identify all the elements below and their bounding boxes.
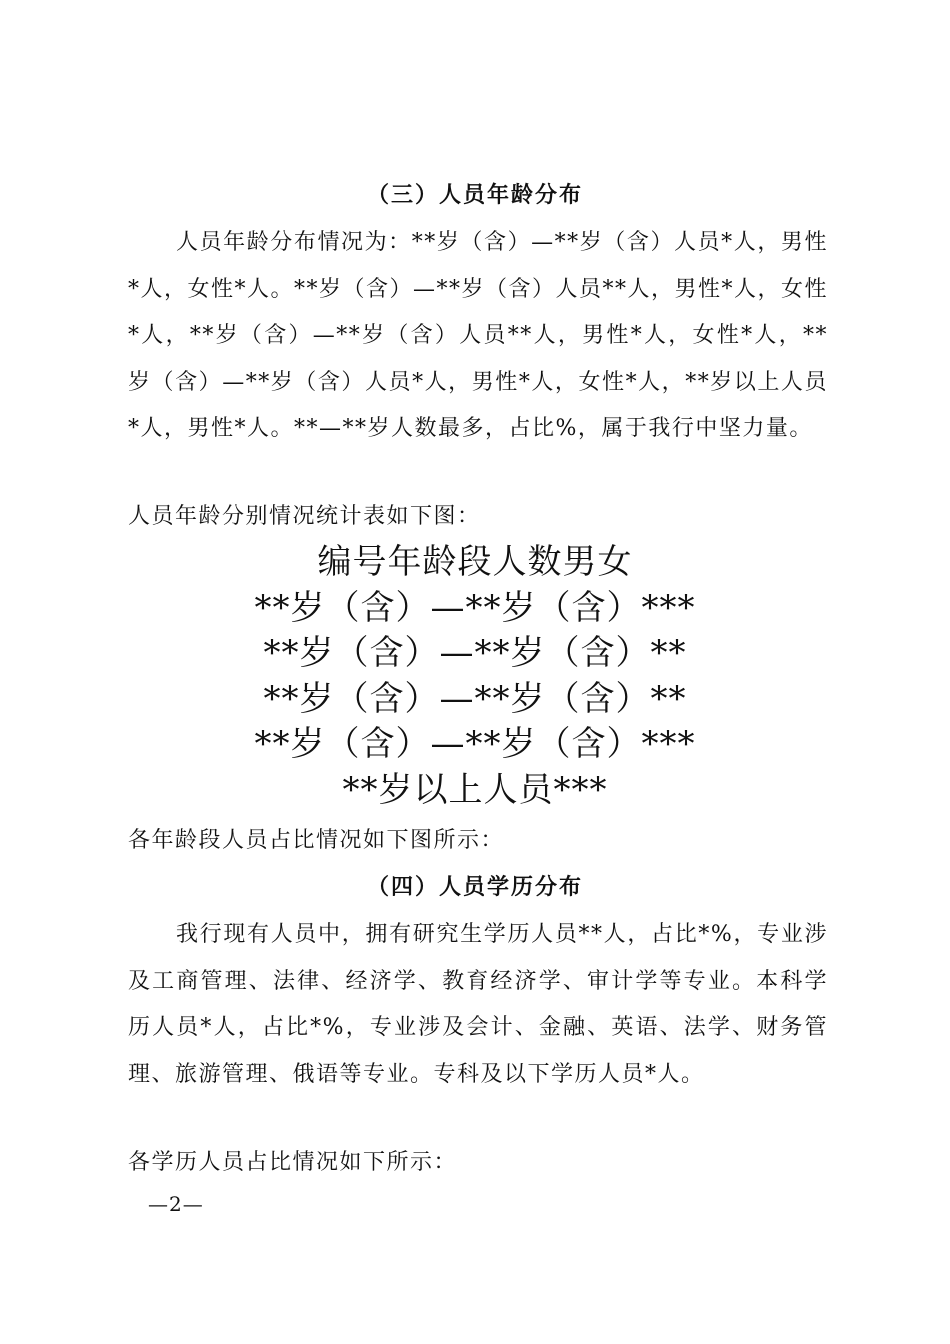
age-table-row: **岁（含）—**岁（含）**: [263, 633, 687, 673]
age-table-row: **岁（含）—**岁（含）**: [263, 678, 687, 719]
age-table-row: **岁以上人员***: [342, 769, 608, 810]
education-chart-intro: 各学历人员占比情况如下所示：: [128, 1150, 458, 1175]
age-table-intro: 人员年龄分别情况统计表如下图：: [128, 504, 481, 529]
age-table-header: 编号年龄段人数男女: [317, 542, 633, 582]
age-chart-intro: 各年龄段人员占比情况如下图所示：: [128, 828, 505, 853]
section-3-paragraph: 人员年龄分布情况为：**岁（含）—**岁（含）人员*人，男性*人，女性*人。**岁（含）—**岁（含）人员**人，男性*人，女性*人，**岁（含）—**岁（含）人员**人，男性*人，女性*人，**岁（含）—**岁（含）人员*人，男性*人，女性*人，**岁以上人员*人，男性*人。**—**岁人数最多，占比%，属于我行中坚力量。: [128, 230, 829, 441]
page-number: —2—: [148, 1192, 204, 1216]
section-4-paragraph: 我行现有人员中，拥有研究生学历人员**人，占比*%，专业涉及工商管理、法律、经济学、教育经济学、审计学等专业。本科学历人员*人，占比*%，专业涉及会计、金融、英语、法学、财务管理、旅游管理、俄语等专业。专科及以下学历人员*人。: [128, 922, 828, 1087]
age-table: [0, 540, 950, 813]
age-table-row: **岁（含）—**岁（含）***: [254, 587, 696, 628]
section-3-heading: （三）人员年龄分布: [366, 182, 583, 208]
section-4-heading: （四）人员学历分布: [366, 874, 583, 900]
age-table-row: **岁（含）—**岁（含）***: [254, 724, 696, 764]
